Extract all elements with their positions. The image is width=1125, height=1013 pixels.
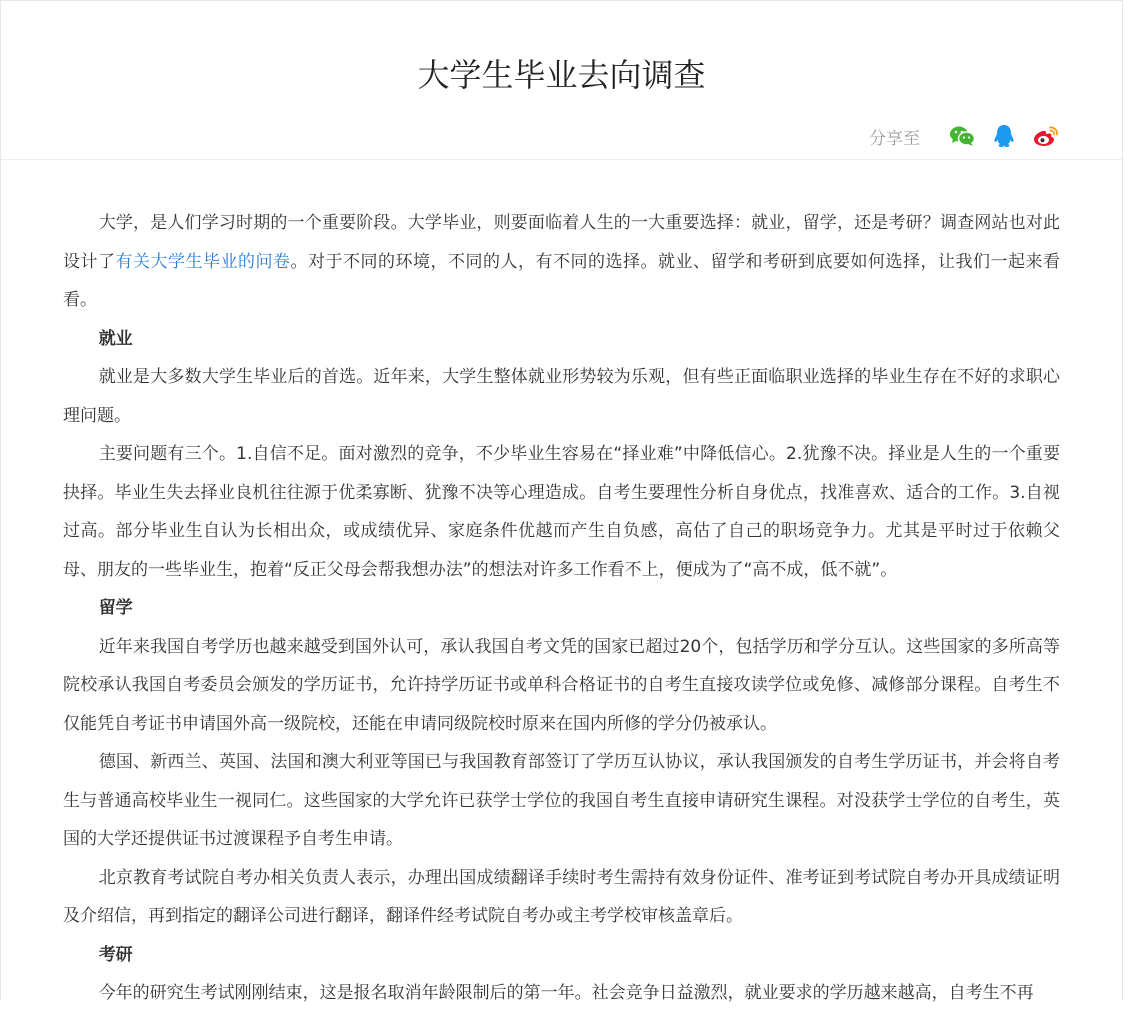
article-header [1,1,1122,160]
study-abroad-paragraph-3: 北京教育考试院自考办相关负责人表示，办理出国成绩翻译手续时考生需持有效身份证件、准考证到考试院自考办开具成绩证明及介绍信，再到指定的翻译公司进行翻译，翻译件经考试院自考办或主考学校审核盖章后。 [63,867,1060,926]
section-heading-employment: 就业 [98,328,133,349]
section-heading-postgraduate: 考研 [98,944,133,965]
page-title: 大学生毕业去向调查 [417,56,706,94]
weibo-icon [1033,125,1059,147]
share-label: 分享至 [869,128,920,149]
intro-paragraph: 大学，是人们学习时期的一个重要阶段。大学毕业，则要面临着人生的一大重要选择：就业，留学，还是考研？调查网站也对此设计了有关大学生毕业的问卷。对于不同的环境，不同的人，有不同的选择。就业、留学和考研到底要如何选择，让我们一起来看看。 [63,213,1060,310]
section-heading-study-abroad: 留学 [98,598,133,618]
share-qq-button[interactable] [990,122,1018,150]
article-body [1,160,1122,1013]
employment-paragraph-2: 主要问题有三个。1.自信不足。面对激烈的竞争，不少毕业生容易在“择业难”中降低信心。2.犹豫不决。择业是人生的一个重要抉择。毕业生失去择业良机往往源于优柔寡断、犹豫不决等心理造成。自考生要理性分析自身优点，找准喜欢、适合的工作。3.自视过高。部分毕业生自认为长相出众，或成绩优异、家庭条件优越而产生自负感，高估了自己的职场竞争力。尤其是平时过于依赖父母、朋友的一些毕业生，抱着“反正父母会帮我想办法”的想法对许多工作看不上，便成为了“高不成，低不就”。 [63,444,1060,580]
postgraduate-paragraph-1: 今年的研究生考试刚刚结束，这是报名取消年龄限制后的第一年。社会竞争日益激烈，就业要求的学历越来越高，自考生不再 [98,983,1034,1003]
employment-paragraph-1: 就业是大多数大学生毕业后的首选。近年来，大学生整体就业形势较为乐观，但有些正面临职业选择的毕业生存在不好的求职心理问题。 [63,367,1060,426]
study-abroad-paragraph-2: 德国、新西兰、英国、法国和澳大利亚等国已与我国教育部签订了学历互认协议，承认我国颁发的自考生学历证书，并会将自考生与普通高校毕业生一视同仁。这些国家的大学允许已获学士学位的我国自考生直接申请研究生课程。对没获学士学位的自考生，英国的大学还提供证书过渡课程予自考生申请。 [63,752,1060,849]
share-bar [869,121,1060,151]
survey-link[interactable]: 有关大学生毕业的问卷 [115,251,291,272]
study-abroad-paragraph-1: 近年来我国自考学历也越来越受到国外认可，承认我国自考文凭的国家已超过20个，包括学历和学分互认。这些国家的多所高等院校承认我国自考委员会颁发的学历证书，允许持学历证书或单科合格证书的自考生直接攻读学位或免修、减修部分课程。自考生不仅能凭自考证书申请国外高一级院校，还能在申请同级院校时原来在国内所修的学分仍被承认。 [63,636,1060,734]
qq-icon [993,124,1015,148]
wechat-icon [949,125,975,147]
share-weibo-button[interactable] [1032,122,1060,150]
share-wechat-button[interactable] [948,122,976,150]
